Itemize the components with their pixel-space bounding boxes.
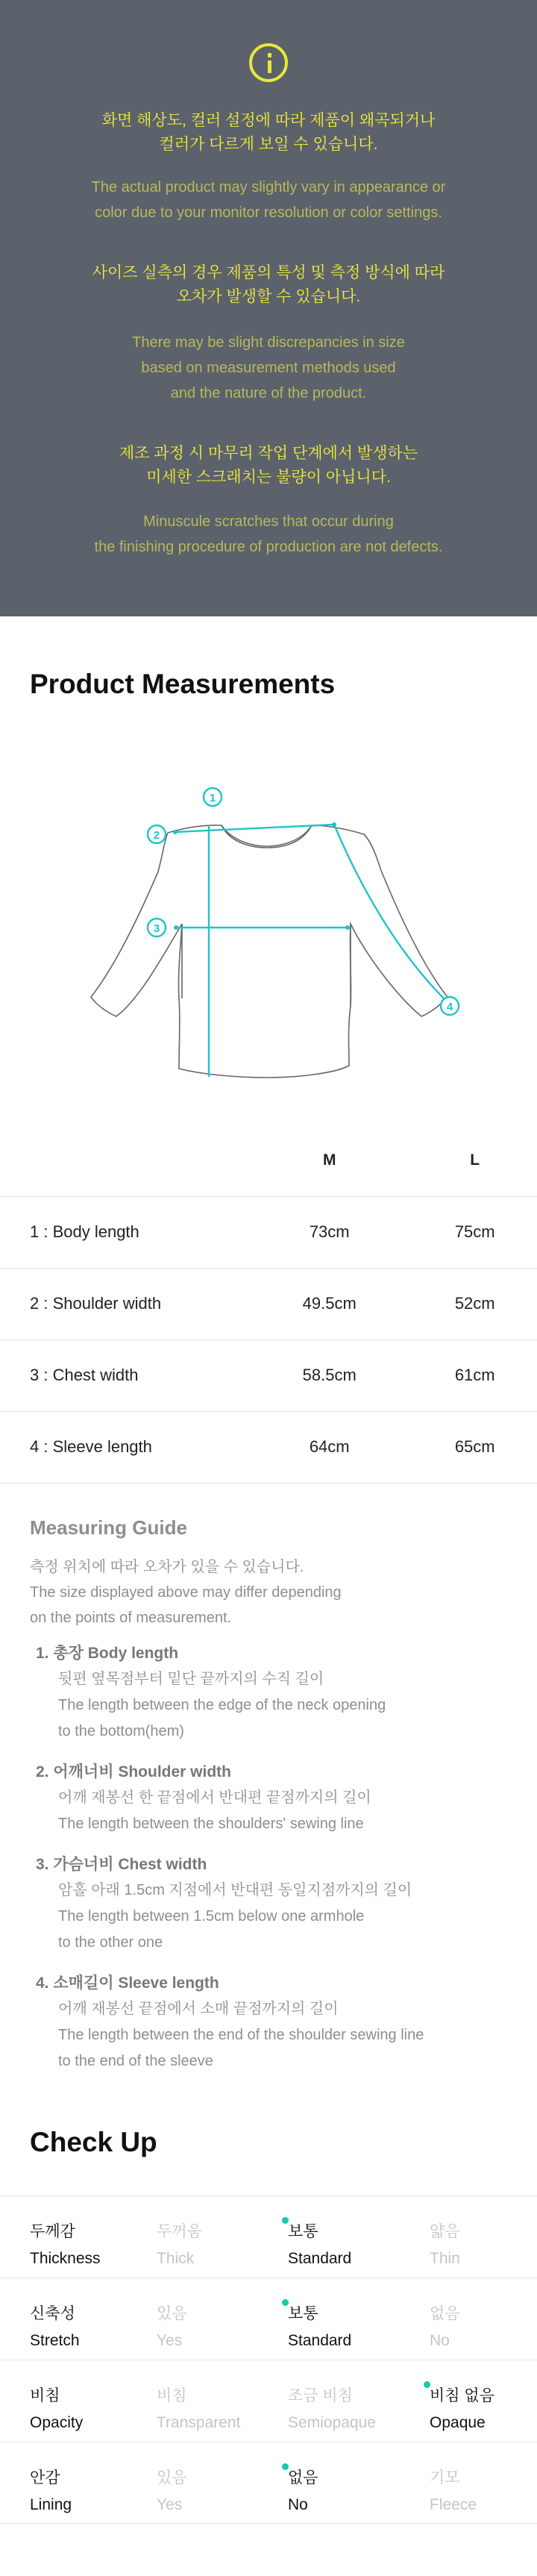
size-l-header: L	[470, 1151, 480, 1169]
svg-text:1: 1	[209, 792, 216, 804]
row-label: 2 : Shoulder width	[0, 1268, 246, 1339]
measuring-guide	[0, 1484, 537, 2075]
size-l-value: 75cm	[412, 1196, 537, 1268]
measure-lines	[175, 825, 446, 1077]
sweater-outline	[91, 825, 448, 1078]
size-l-value: 52cm	[412, 1268, 537, 1339]
size-header-row	[0, 1125, 537, 1196]
option-selected: 비침 없음 Opaque	[430, 2386, 494, 2431]
table-row	[0, 1411, 537, 1483]
size-l-value: 65cm	[412, 1411, 537, 1483]
attribute-name: 두께감 Thickness	[30, 2222, 101, 2267]
option: 얇음 Thin	[430, 2222, 460, 2267]
list-item	[36, 1760, 507, 1837]
checkup-row-opacity	[0, 2360, 537, 2442]
selected-dot-icon	[282, 2217, 289, 2224]
marker-2	[148, 825, 166, 843]
list-item	[36, 1641, 507, 1745]
option: 없음 No	[430, 2304, 460, 2349]
table-row	[0, 1268, 537, 1339]
notice-en-size: There may be slight discrepancies in size based on measurement methods used and the nature of the product.	[132, 334, 405, 401]
selected-dot-icon	[282, 2463, 289, 2470]
attribute-name: 안감 Lining	[30, 2469, 72, 2513]
checkup-row-stretch	[0, 2278, 537, 2360]
list-item	[36, 1852, 507, 1956]
notice-banner	[0, 0, 537, 616]
checkup-row-thickness	[0, 2195, 537, 2278]
attribute-name: 비침 Opacity	[30, 2386, 84, 2431]
marker-3	[148, 919, 166, 937]
option-selected: 보통 Standard	[288, 2304, 352, 2349]
guide-intro: 측정 위치에 따라 오차가 있을 수 있습니다. The size displayed above may differ depending on the points of measurement.	[30, 1558, 342, 1626]
notice-en-color: The actual product may slightly vary in appearance or color due to your monitor resolution or color settings.	[91, 179, 446, 221]
guide-item-desc: 어깨 재봉선 한 끝점에서 반대편 끝점까지의 길이 The length between the shoulders' sewing line	[58, 1789, 371, 1832]
guide-title: Measuring Guide	[30, 1516, 187, 1539]
marker-4	[441, 997, 459, 1015]
option-selected: 없음 No	[288, 2469, 318, 2513]
checkup-grid	[0, 2195, 537, 2524]
selected-dot-icon	[282, 2299, 289, 2306]
size-m-header: M	[322, 1151, 336, 1169]
row-label: 3 : Chest width	[0, 1339, 246, 1411]
row-label: 4 : Sleeve length	[0, 1411, 246, 1483]
svg-text:3: 3	[153, 922, 160, 935]
guide-item-title: 2. 어깨너비 Shoulder width	[36, 1763, 231, 1781]
table-row	[0, 1196, 537, 1268]
option: 비침 Transparent	[157, 2386, 241, 2431]
notice-kr-scratch: 제조 과정 시 마무리 작업 단계에서 발생하는 미세한 스크래치는 불량이 아닙니다.	[119, 445, 418, 486]
guide-list	[30, 1641, 507, 2075]
size-m-value: 64cm	[246, 1411, 412, 1483]
garment-diagram	[0, 700, 537, 1125]
guide-item-desc: 암홀 아래 1.5cm 지점에서 반대편 동일지점까지의 길이 The length between 1.5cm below one armhole to the other one	[58, 1881, 412, 1951]
marker-1	[204, 788, 222, 806]
option-selected: 보통 Standard	[288, 2222, 352, 2267]
size-m-value: 73cm	[246, 1196, 412, 1268]
row-label: 1 : Body length	[0, 1196, 246, 1268]
table-row	[0, 1339, 537, 1411]
info-icon	[249, 43, 288, 82]
svg-text:2: 2	[153, 829, 160, 842]
size-table	[0, 1125, 537, 1484]
measure-endpoints	[173, 822, 350, 930]
attribute-name: 신축성 Stretch	[30, 2304, 80, 2349]
notice-kr-color: 화면 해상도, 컬러 설정에 따라 제품이 왜곡되거나 컬러가 다르게 보일 수 있습니다.	[101, 112, 436, 153]
option: 조금 비침 Semiopaque	[288, 2386, 376, 2431]
measurements-title: Product Measurements	[30, 669, 336, 699]
checkup-row-lining	[0, 2442, 537, 2524]
guide-item-title: 1. 총장 Body length	[36, 1644, 179, 1662]
option: 있음 Yes	[157, 2304, 187, 2349]
checkup-title: Check Up	[30, 2126, 157, 2157]
option: 기모 Fleece	[430, 2469, 477, 2513]
size-m-value: 49.5cm	[246, 1268, 412, 1339]
guide-item-desc: 어깨 재봉선 끝점에서 소매 끝점까지의 길이 The length between the end of the shoulder sewing line to the end of the sleeve	[58, 2000, 424, 2069]
notice-kr-size: 사이즈 실측의 경우 제품의 특성 및 측정 방식에 따라 오차가 발생할 수 있습니다.	[92, 264, 445, 305]
size-m-value: 58.5cm	[246, 1339, 412, 1411]
option: 두꺼움 Thick	[157, 2222, 202, 2267]
guide-item-title: 4. 소매길이 Sleeve length	[36, 1974, 219, 1992]
list-item	[36, 1971, 507, 2075]
notice-en-scratch: Minuscule scratches that occur during the finishing procedure of production are not defects.	[94, 513, 443, 555]
sweater-illustration	[0, 700, 537, 1125]
size-l-value: 61cm	[412, 1339, 537, 1411]
svg-text:4: 4	[446, 1001, 453, 1013]
guide-item-title: 3. 가슴너비 Chest width	[36, 1855, 207, 1873]
selected-dot-icon	[424, 2381, 430, 2388]
guide-item-desc: 뒷편 옆목점부터 밑단 끝까지의 수직 길이 The length between the edge of the neck opening to the bottom(hem)	[58, 1670, 386, 1739]
option: 있음 Yes	[157, 2469, 187, 2513]
